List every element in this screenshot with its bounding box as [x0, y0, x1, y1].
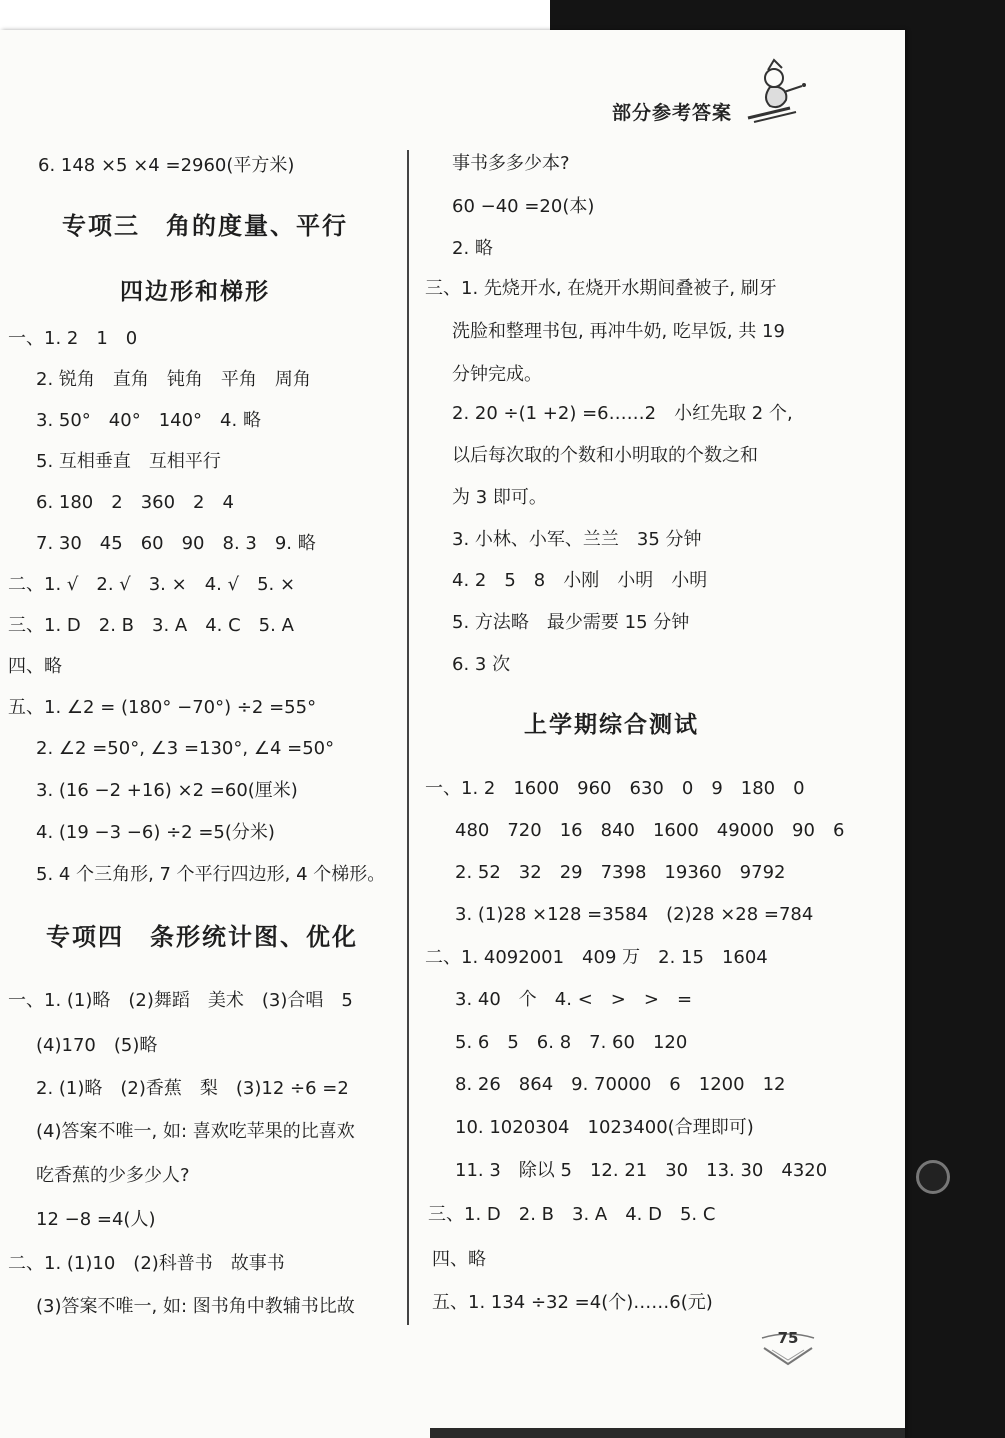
- answer-line: 五、1. 134 ÷32 =4(个)……6(元): [432, 1292, 713, 1313]
- answer-line: 480 720 16 840 1600 49000 90 6: [455, 820, 845, 841]
- section-heading: 上学期综合测试: [524, 712, 699, 738]
- answer-line: 为 3 即可。: [452, 487, 547, 508]
- answer-line: 3. 50° 40° 140° 4. 略: [36, 410, 261, 431]
- answer-line: 一、1. (1)略 (2)舞蹈 美术 (3)合唱 5: [8, 990, 353, 1011]
- answer-line: 二、1. √ 2. √ 3. × 4. √ 5. ×: [8, 574, 296, 595]
- answer-line: 洗脸和整理书包, 再冲牛奶, 吃早饭, 共 19: [452, 321, 785, 342]
- answer-line: 3. (1)28 ×128 =3584 (2)28 ×28 =784: [455, 904, 814, 925]
- scan-background-bottom: [430, 1428, 905, 1438]
- answer-line: 4. (19 −3 −6) ÷2 =5(分米): [36, 822, 275, 843]
- answer-line: 10. 1020304 1023400(合理即可): [455, 1117, 754, 1138]
- answer-line: 二、1. 4092001 409 万 2. 15 1604: [425, 947, 768, 968]
- page-number-badge: [758, 1326, 818, 1366]
- answer-line: 三、1. 先烧开水, 在烧开水期间叠被子, 刷牙: [425, 278, 777, 299]
- section-heading: 专项四 条形统计图、优化: [46, 923, 358, 951]
- answer-line: 三、1. D 2. B 3. A 4. D 5. C: [428, 1204, 716, 1225]
- answer-line: 三、1. D 2. B 3. A 4. C 5. A: [8, 615, 294, 636]
- page-number: 75: [777, 1329, 799, 1347]
- answer-line: 11. 3 除以 5 12. 21 30 13. 30 4320: [455, 1160, 828, 1181]
- answer-line: 四、略: [432, 1249, 486, 1270]
- answer-line: 2. (1)略 (2)香蕉 梨 (3)12 ÷6 =2: [36, 1078, 349, 1099]
- answer-line: 5. 互相垂直 互相平行: [36, 451, 221, 472]
- answer-line: 一、1. 2 1600 960 630 0 9 180 0: [425, 778, 805, 799]
- header-title: 部分参考答案: [612, 102, 733, 124]
- answer-line: 四、略: [8, 656, 62, 677]
- answer-line: 60 −40 =20(本): [452, 196, 595, 217]
- answer-line: 2. 略: [452, 238, 493, 259]
- answer-line: 6. 180 2 360 2 4: [36, 492, 234, 513]
- answer-line: 7. 30 45 60 90 8. 3 9. 略: [36, 533, 316, 554]
- answer-line: 吃香蕉的少多少人?: [36, 1165, 190, 1186]
- answer-line: 2. 52 32 29 7398 19360 9792: [455, 862, 786, 883]
- answer-line: 3. 40 个 4. < > > =: [455, 989, 693, 1010]
- answer-line: 8. 26 864 9. 70000 6 1200 12: [455, 1074, 786, 1095]
- answer-line: 6. 3 次: [452, 654, 511, 675]
- column-divider: [407, 150, 409, 1325]
- answer-line: 6. 148 ×5 ×4 =2960(平方米): [38, 155, 295, 176]
- answer-line: 以后每次取的个数和小明取的个数之和: [452, 445, 758, 466]
- answer-line: 4. 2 5 8 小刚 小明 小明: [452, 570, 708, 591]
- scan-background-right: [900, 0, 1005, 1438]
- answer-line: 3. 小林、小军、兰兰 35 分钟: [452, 529, 702, 550]
- answer-line: (4)170 (5)略: [36, 1035, 158, 1056]
- answer-line: 2. 锐角 直角 钝角 平角 周角: [36, 369, 311, 390]
- answer-line: 5. 4 个三角形, 7 个平行四边形, 4 个梯形。: [36, 864, 386, 885]
- answer-line: 2. ∠2 =50°, ∠3 =130°, ∠4 =50°: [36, 738, 335, 759]
- answer-line: 分钟完成。: [452, 364, 542, 385]
- answer-line: 5. 6 5 6. 8 7. 60 120: [455, 1032, 688, 1053]
- binder-ring-icon: [916, 1160, 950, 1194]
- answer-line: (4)答案不唯一, 如: 喜欢吃苹果的比喜欢: [36, 1121, 355, 1142]
- section-heading: 专项三 角的度量、平行: [62, 212, 348, 240]
- answer-line: 事书多多少本?: [452, 153, 570, 174]
- skier-mascot-icon: [740, 56, 812, 128]
- answer-line: 12 −8 =4(人): [36, 1209, 156, 1230]
- answer-line: 3. (16 −2 +16) ×2 =60(厘米): [36, 780, 298, 801]
- answer-line: (3)答案不唯一, 如: 图书角中教辅书比故: [36, 1296, 355, 1317]
- answer-line: 五、1. ∠2 = (180° −70°) ÷2 =55°: [8, 697, 317, 718]
- answer-line: 一、1. 2 1 0: [8, 328, 138, 349]
- answer-line: 二、1. (1)10 (2)科普书 故事书: [8, 1253, 285, 1274]
- answer-line: 2. 20 ÷(1 +2) =6……2 小红先取 2 个,: [452, 403, 793, 424]
- answer-line: 5. 方法略 最少需要 15 分钟: [452, 612, 690, 633]
- section-subheading: 四边形和梯形: [120, 279, 270, 305]
